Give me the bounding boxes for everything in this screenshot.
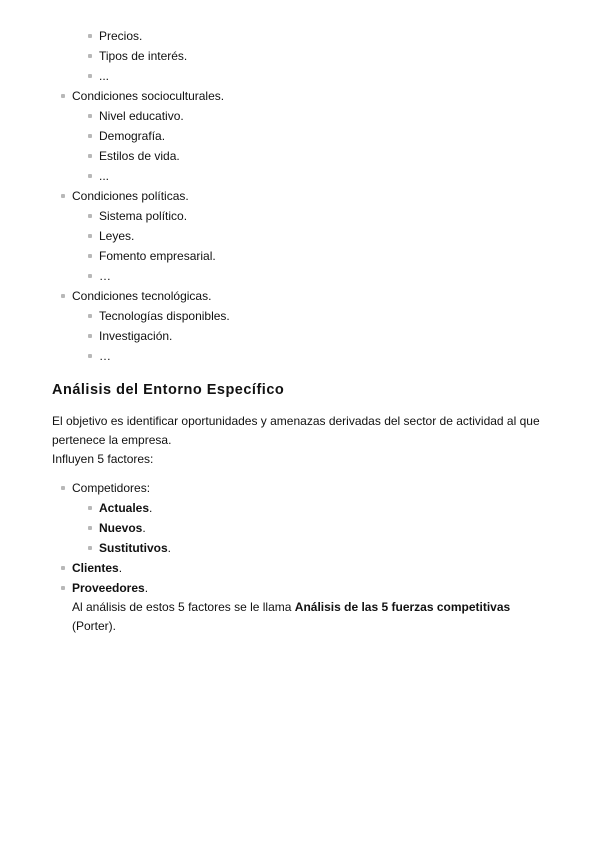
list-item [0, 326, 600, 346]
list-item-text: Condiciones socioculturales. [72, 89, 225, 103]
list-item-text: Leyes. [99, 229, 135, 243]
list-item-suffix: . [118, 561, 123, 575]
paragraph-line: El objetivo es identificar oportunidades y amenazas derivadas del sector de actividad al que [52, 414, 540, 428]
list-item-text: ... [99, 169, 110, 183]
section-paragraph [52, 412, 552, 469]
factors-list [0, 478, 600, 636]
list-item-suffix: . [149, 501, 153, 515]
list-item-text: Competidores: [72, 481, 151, 495]
note-bold: Análisis de las 5 fuerzas competitivas [294, 600, 511, 614]
list-item-bold: Proveedores [72, 581, 145, 595]
list-item-text: Sistema político. [99, 209, 188, 223]
list-item [0, 66, 600, 86]
list-item [0, 126, 600, 146]
list-item-competitors [0, 478, 600, 498]
list-item-text: Nivel educativo. [99, 109, 184, 123]
list-item [0, 246, 600, 266]
paragraph-line: pertenece la empresa. [52, 433, 172, 447]
environment-conditions-list [0, 26, 600, 366]
list-item [0, 226, 600, 246]
note-prefix: Al análisis de estos 5 factores se le llama [72, 600, 295, 614]
porter-note [72, 598, 532, 636]
list-item-text: Condiciones políticas. [72, 189, 189, 203]
list-item [0, 498, 600, 518]
list-item [0, 266, 600, 286]
list-item-bold: Actuales [99, 501, 150, 515]
list-item [0, 46, 600, 66]
list-item-text: Condiciones tecnológicas. [72, 289, 212, 303]
list-item-bold: Nuevos [99, 521, 143, 535]
list-item-text: Tipos de interés. [99, 49, 188, 63]
list-item-bold: Clientes [72, 561, 119, 575]
list-item-text: … [99, 349, 111, 363]
list-item-text: Precios. [99, 29, 143, 43]
list-item-text: ... [99, 69, 110, 83]
list-item-sociocultural [0, 86, 600, 106]
list-item [0, 166, 600, 186]
list-item-text: Tecnologías disponibles. [99, 309, 230, 323]
section-heading: Análisis del Entorno Específico [52, 382, 285, 398]
paragraph-line: Influyen 5 factores: [52, 452, 154, 466]
list-item-technological [0, 286, 600, 306]
list-item-text: … [99, 269, 111, 283]
list-item-text: Demografía. [99, 129, 166, 143]
list-item [0, 346, 600, 366]
list-item-political [0, 186, 600, 206]
list-item [0, 306, 600, 326]
list-item [0, 206, 600, 226]
list-item [0, 518, 600, 538]
list-item-clients [0, 558, 600, 578]
list-item-bold: Sustitutivos [99, 541, 168, 555]
list-item-suffix: . [144, 581, 149, 595]
list-item-text: Investigación. [99, 329, 173, 343]
list-item [0, 538, 600, 558]
list-item-text: Estilos de vida. [99, 149, 180, 163]
list-item [0, 106, 600, 126]
list-item-suffix: . [167, 541, 172, 555]
list-item [0, 26, 600, 46]
list-item-suffix: . [142, 521, 146, 535]
list-item-suppliers [0, 578, 532, 636]
note-suffix: (Porter). [72, 619, 117, 633]
list-item-text: Fomento empresarial. [99, 249, 216, 263]
list-item [0, 146, 600, 166]
